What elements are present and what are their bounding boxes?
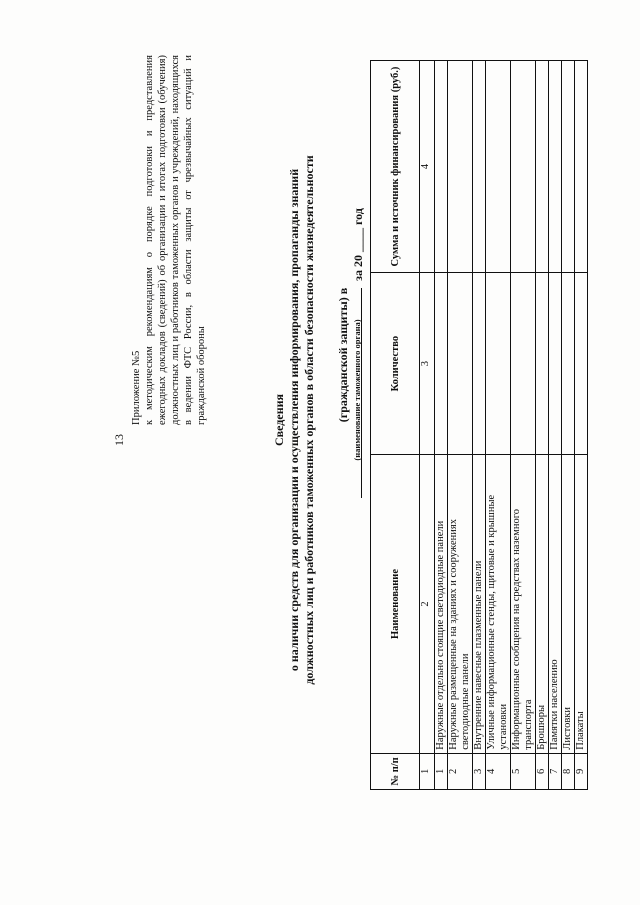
table-row [575,61,588,790]
table-row [511,61,536,790]
table-row [486,61,511,790]
row-quantity [549,273,562,455]
title-line-2: должностных лиц и работников таможенных органов в области безопасности жизнедеятельности [302,155,316,685]
row-name: Уличные информационные стенды, щитовые и крышные установки [486,455,511,754]
appendix-title: Приложение №5 [131,350,142,425]
table-row [562,61,575,790]
row-sum [435,61,448,273]
column-number: 2 [420,455,435,754]
row-sum [511,61,536,273]
row-sum [448,61,473,273]
row-quantity [486,273,511,455]
row-name: Наружные отдельно стоящие светодиодные панели [435,455,448,754]
header-name: Наименование [371,455,420,754]
document-title [272,60,317,780]
row-sum [473,61,486,273]
row-quantity [473,273,486,455]
row-sum [575,61,588,273]
row-number: 8 [562,753,575,789]
appendix-text: к методическим рекомендациям о порядке подготовки и представления ежегодных докладов (сведений) об организации и итогах подготовки (обучения) должностных лиц и работников таможенных органов и учреждений, находящихся в ведении ФТС России, в области защиты от чрезвычайных ситуаций и гражданской обороны [144,55,207,425]
row-number: 1 [435,753,448,789]
column-number-row [420,61,435,790]
row-sum [562,61,575,273]
row-name: Плакаты [575,455,588,754]
column-number: 4 [420,61,435,273]
table-row [549,61,562,790]
column-number: 1 [420,753,435,789]
title-line-3: (гражданской защиты) в [336,287,350,423]
row-sum [536,61,549,273]
row-number: 7 [549,753,562,789]
row-name: Наружные размещенные на зданиях и сооружениях светодиодные панели [448,455,473,754]
row-number: 9 [575,753,588,789]
row-quantity [562,273,575,455]
appendix-note [130,55,208,425]
row-name: Внутренние навесные плазменные панели [473,455,486,754]
year-prefix: за 20 [351,255,365,281]
row-number: 3 [473,753,486,789]
year-blank: ____ [351,228,365,253]
table-row [448,61,473,790]
row-sum [486,61,511,273]
row-name: Информационные сообщения на средствах наземного транспорта [511,455,536,754]
means-table [370,60,588,790]
organization-caption: (наименование таможенного органа) [352,319,362,461]
table-row [435,61,448,790]
row-number: 5 [511,753,536,789]
title-line-1: о наличии средств для организации и осуществления информирования, пропаганды знаний [287,168,301,672]
header-sum: Сумма и источник финансирования (руб.) [371,61,420,273]
row-name: Листовки [562,455,575,754]
column-number: 3 [420,273,435,455]
header-number: № п/п [371,753,420,789]
row-quantity [575,273,588,455]
row-name: Памятки населению [549,455,562,754]
row-sum [549,61,562,273]
page-number: 13 [112,434,126,446]
table-row [473,61,486,790]
table-row [536,61,549,790]
header-quantity: Количество [371,273,420,455]
row-quantity [536,273,549,455]
row-name: Брошюры [536,455,549,754]
row-number: 2 [448,753,473,789]
row-quantity [511,273,536,455]
rotated-content [112,40,640,820]
row-quantity [448,273,473,455]
year-suffix: год [351,208,365,226]
row-number: 4 [486,753,511,789]
row-number: 6 [536,753,549,789]
row-quantity [435,273,448,455]
title-heading: Сведения [272,393,286,447]
